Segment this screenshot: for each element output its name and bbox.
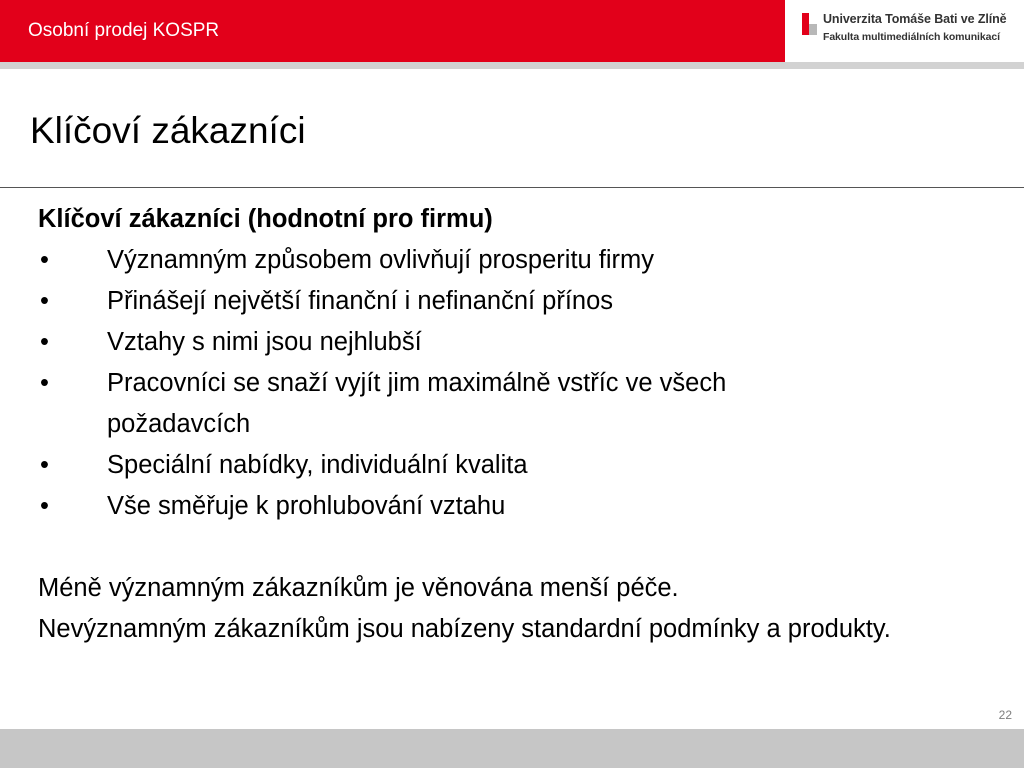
bullet-text: Speciální nabídky, individuální kvalita — [107, 451, 528, 479]
bullet-text: Vztahy s nimi jsou nejhlubší — [107, 328, 422, 356]
bullet-item — [38, 363, 978, 445]
page-number: 22 — [998, 708, 1012, 722]
bullet-text: Přinášejí největší finanční i nefinanční přínos — [107, 287, 614, 315]
footer-bar — [0, 729, 1024, 768]
title-divider — [0, 187, 1024, 188]
university-logo-icon — [802, 13, 817, 35]
bullet-list — [38, 240, 978, 527]
bullet-icon: • — [40, 492, 49, 520]
bullet-icon: • — [40, 246, 49, 274]
paragraph-unimportant: Nevýznamným zákazníkům jsou nabízeny standardní podmínky a produkty. — [38, 615, 891, 643]
course-title: Osobní prodej KOSPR — [28, 20, 220, 41]
bullet-text: Vše směřuje k prohlubování vztahu — [107, 492, 506, 520]
bullet-icon: • — [40, 328, 49, 356]
bullet-item — [38, 445, 978, 486]
bullet-icon: • — [40, 369, 49, 397]
slide-body — [38, 199, 978, 650]
header-divider — [0, 62, 1024, 69]
spacer — [38, 527, 978, 568]
paragraph-less-important: Méně významným zákazníkům je věnována menší péče. — [38, 574, 679, 602]
bullet-item — [38, 281, 978, 322]
body-heading: Klíčoví zákazníci (hodnotní pro firmu) — [38, 205, 493, 233]
bullet-item — [38, 322, 978, 363]
bullet-icon: • — [40, 287, 49, 315]
bullet-text: Významným způsobem ovlivňují prosperitu firmy — [107, 246, 655, 274]
bullet-item — [38, 486, 978, 527]
bullet-item — [38, 240, 978, 281]
university-name: Univerzita Tomáše Bati ve Zlíně — [823, 12, 1007, 26]
bullet-text: Pracovníci se snaží vyjít jim maximálně vstříc ve všech požadavcích — [107, 369, 727, 438]
bullet-icon: • — [40, 451, 49, 479]
slide-title: Klíčoví zákazníci — [30, 110, 306, 151]
faculty-name: Fakulta multimediálních komunikací — [823, 31, 1000, 43]
